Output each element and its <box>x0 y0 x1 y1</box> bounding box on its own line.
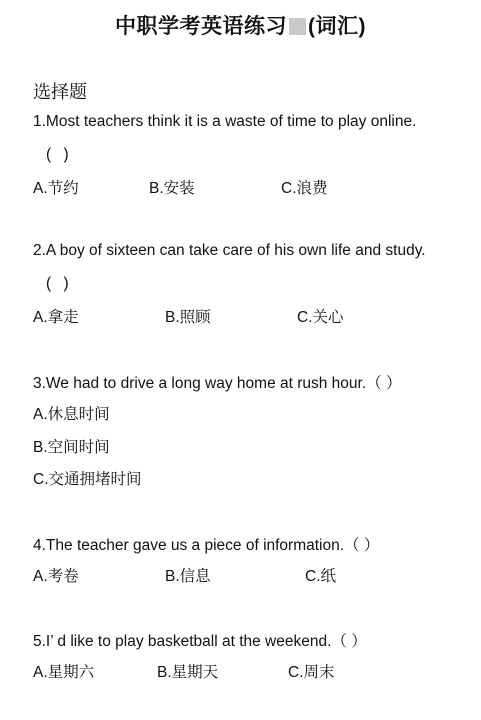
redacted-mark <box>289 18 306 35</box>
question-2-blank: ( ) <box>46 275 73 292</box>
question-4-option-a: A.考卷 <box>33 568 79 585</box>
question-2-option-c: C.关心 <box>297 309 344 326</box>
question-1-option-a: A.节约 <box>33 180 79 197</box>
question-4-option-b: B.信息 <box>165 568 211 585</box>
question-1-option-c: C.浪费 <box>281 180 328 197</box>
question-5-text: 5.I’ d like to play basketball at the weekend.（ ） <box>33 633 367 650</box>
question-2-option-b: B.照顾 <box>165 309 211 326</box>
question-5-option-b: B.星期天 <box>157 664 219 681</box>
question-3-option-b: B.空间时间 <box>33 439 110 456</box>
worksheet-title-suffix: (词汇) <box>308 15 366 38</box>
worksheet-title <box>0 10 481 40</box>
question-1-text: 1.Most teachers think it is a waste of time to play online. <box>33 113 417 130</box>
question-2-text: 2.A boy of sixteen can take care of his own life and study. <box>33 242 426 259</box>
question-3-text: 3.We had to drive a long way home at rush hour.（ ） <box>33 375 402 392</box>
question-3-option-c: C.交通拥堵时间 <box>33 471 142 488</box>
question-1-blank: ( ) <box>46 146 73 163</box>
question-1-option-b: B.安装 <box>149 180 195 197</box>
question-4-text: 4.The teacher gave us a piece of information.（ ） <box>33 537 380 554</box>
question-5-option-a: A.星期六 <box>33 664 95 681</box>
question-5-option-c: C.周末 <box>288 664 335 681</box>
question-3-option-a: A.休息时间 <box>33 406 110 423</box>
section-title: 选择题 <box>33 82 87 102</box>
question-4-option-c: C.纸 <box>305 568 337 585</box>
question-2-option-a: A.拿走 <box>33 309 79 326</box>
worksheet-title-main: 中职学考英语练习 <box>115 15 287 38</box>
